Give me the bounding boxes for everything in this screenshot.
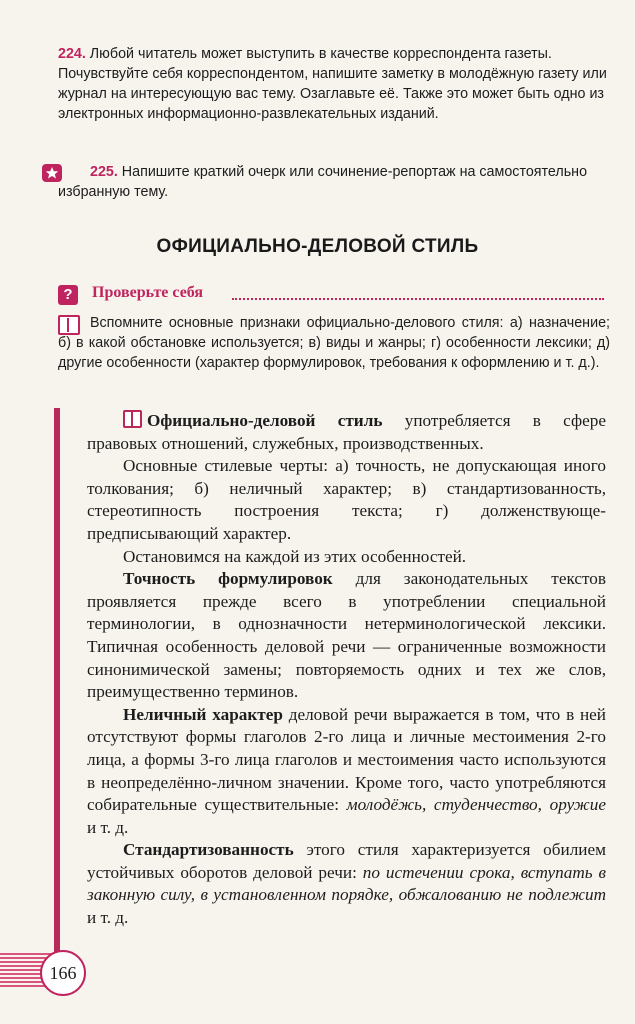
paragraph-text: и т. д.: [87, 817, 129, 837]
theory-paragraph: [87, 704, 606, 840]
dotted-divider: [232, 298, 604, 300]
page-number: 166: [40, 950, 86, 996]
paragraph-text: деловой речи выражается в том, что в ней отсутствуют формы глаголов 2-го лица и личные местоимения 2-го лица, а формы 3-го лица глаголов и местоимения часто используются в неопределённо-личном значении. Кроме того, часто употребляются собирательные существительные:: [87, 704, 606, 815]
theory-paragraph: [87, 455, 606, 545]
term: Неличный характер: [123, 704, 283, 724]
paragraph-text: Основные стилевые черты: а) точность, не допускающая иного толкования; б) неличный характер; в) стандартизованность, стереотипность построения текста; г) долженствующе-предписывающий характер.: [87, 456, 606, 543]
paragraph-text: для законодательных текстов проявляется прежде всего в употреблении специальной терминологии, в однозначности нетерминологической лексики. Типичная особенность деловой речи — ограниченные возможности синонимической замены; повторяемость одних и тех же слов, преимущественно терминов.: [87, 569, 606, 702]
term: Официально-деловой стиль: [147, 411, 383, 430]
theory-paragraph: [87, 410, 606, 455]
theory-paragraph: [87, 839, 606, 929]
theory-margin-bar: [54, 408, 60, 956]
task-225: [58, 162, 610, 202]
check-yourself-title: Проверьте себя: [92, 284, 204, 301]
section-heading: ОФИЦИАЛЬНО-ДЕЛОВОЙ СТИЛЬ: [156, 236, 479, 257]
task-224: [58, 44, 610, 124]
theory-block: [87, 410, 606, 930]
term: Точность формулировок: [123, 569, 333, 589]
theory-paragraph: [87, 546, 606, 569]
question-icon: ?: [58, 285, 78, 305]
theory-paragraph: [87, 568, 606, 704]
example-words: по истечении срока, вступать в законную силу, в установленном порядке, обжалованию не подлежит: [87, 862, 606, 905]
paragraph-text: Остановимся на каждой из этих особенностей.: [123, 546, 467, 566]
paragraph-text: и т. д.: [87, 908, 129, 928]
task-text: Любой читатель может выступить в качестве корреспондента газеты. Почувствуйте себя корреспондентом, напишите заметку в молодёжную газету или журнал на интересующую вас тему. Озаглавьте её. Также это может быть одно из электронных информационно-развлекательных изданий.: [58, 46, 607, 122]
book-icon: [123, 410, 142, 428]
recall-question: [58, 313, 610, 373]
paragraph-text: этого стиля характеризуется обилием устойчивых оборотов деловой речи:: [87, 840, 606, 882]
task-number: 224.: [58, 46, 86, 62]
term: Стандартизованность: [123, 840, 294, 860]
task-text: Напишите краткий очерк или сочинение-репортаж на самостоятельно избранную тему.: [58, 164, 588, 200]
example-words: молодёжь, студенчество, оружие: [346, 795, 606, 815]
task-number: 225.: [90, 164, 118, 180]
recall-text: Вспомните основные признаки официально-делового стиля: а) назначение; б) в какой обстановке используется; в) виды и жанры; г) особенности лексики; д) другие особенности (характер формулировок, требования к оформлению и т. д.).: [58, 315, 610, 371]
paragraph-text: употребляется в сфере правовых отношений, служебных, производственных.: [87, 411, 607, 453]
